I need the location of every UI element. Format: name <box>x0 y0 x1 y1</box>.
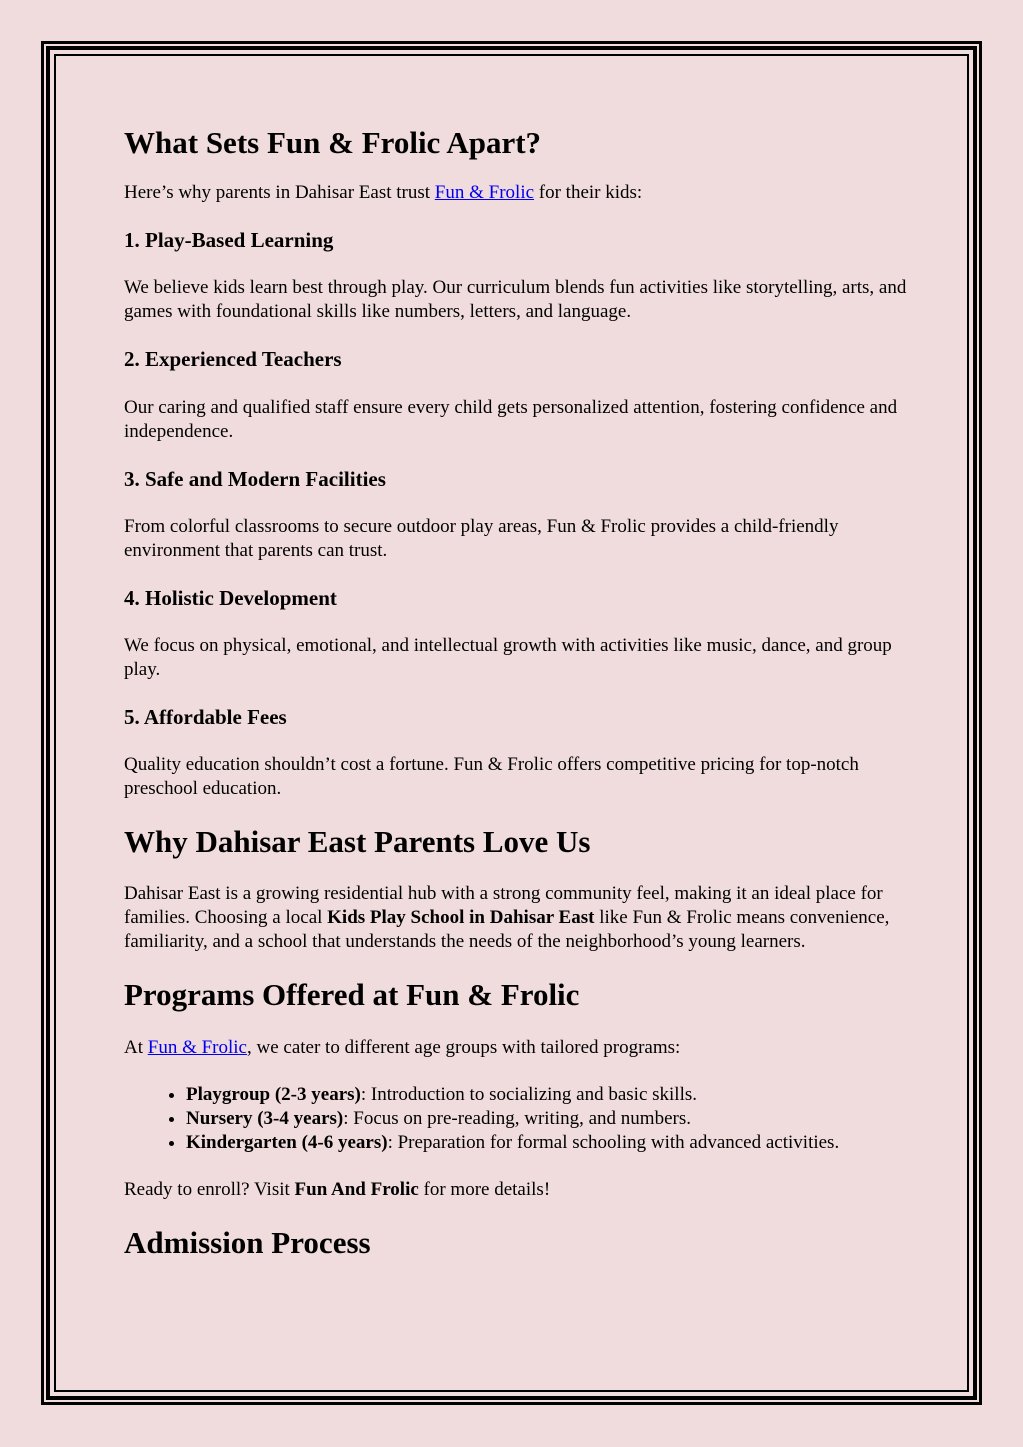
feature-body-play-based: We believe kids learn best through play. Our curriculum blends fun activities like storytelling, arts, and games with foundational skills like numbers, letters, and language. <box>124 277 907 323</box>
fun-frolic-link-programs[interactable]: Fun & Frolic <box>147 1036 247 1058</box>
feature-body-teachers: Our caring and qualified staff ensure every child gets personalized attention, fostering confidence and independence. <box>124 396 898 442</box>
enroll-paragraph <box>124 1178 914 1202</box>
heading-parents-love-us: Why Dahisar East Parents Love Us <box>124 824 591 860</box>
document-content <box>124 120 914 1261</box>
list-item <box>186 1107 914 1131</box>
enroll-text-bold: Fun And Frolic <box>294 1178 424 1200</box>
feature-title-teachers: 2. Experienced Teachers <box>124 347 342 372</box>
programs-list <box>124 1083 914 1155</box>
feature-body-holistic: We focus on physical, emotional, and intellectual growth with activities like music, dance, and group play. <box>124 634 892 680</box>
programs-intro-before: At <box>124 1036 148 1058</box>
feature-title-play-based: 1. Play-Based Learning <box>124 228 334 253</box>
program-desc: : Introduction to socializing and basic skills. <box>360 1083 697 1105</box>
love-text-bold: Kids Play School in Dahisar East <box>327 907 595 929</box>
parents-love-paragraph <box>124 882 914 954</box>
heading-programs-offered: Programs Offered at Fun & Frolic <box>124 977 580 1013</box>
feature-title-holistic: 4. Holistic Development <box>124 585 337 610</box>
feature-body-facilities: From colorful classrooms to secure outdoor play areas, Fun & Frolic provides a child-friendly environment that parents can trust. <box>124 515 839 561</box>
intro-text-before: Here’s why parents in Dahisar East trust <box>124 182 435 204</box>
list-item <box>186 1083 914 1107</box>
program-desc: : Preparation for formal schooling with advanced activities. <box>387 1131 840 1153</box>
enroll-text-after: for more details! <box>423 1178 551 1200</box>
heading-what-sets-apart: What Sets Fun & Frolic Apart? <box>124 125 542 160</box>
intro-paragraph <box>124 181 914 205</box>
intro-text-after: for their kids: <box>534 182 643 204</box>
program-name: Nursery (3-4 years) <box>186 1107 344 1129</box>
feature-title-fees: 5. Affordable Fees <box>124 704 287 729</box>
program-desc: : Focus on pre-reading, writing, and numbers. <box>343 1107 691 1129</box>
feature-body-fees: Quality education shouldn’t cost a fortune. Fun & Frolic offers competitive pricing for top-notch preschool education. <box>124 754 859 800</box>
program-name: Kindergarten (4-6 years) <box>186 1131 388 1153</box>
enroll-text-before: Ready to enroll? Visit <box>124 1178 295 1200</box>
program-name: Playgroup (2-3 years) <box>186 1083 361 1105</box>
programs-intro-after: , we cater to different age groups with tailored programs: <box>246 1036 681 1058</box>
list-item <box>186 1131 914 1155</box>
love-text-after: like Fun & Frolic means convenience, familiarity, and a school that understands the needs of the neighborhood’s young learners. <box>124 907 890 953</box>
programs-intro-paragraph <box>124 1036 914 1060</box>
feature-title-facilities: 3. Safe and Modern Facilities <box>124 466 386 491</box>
heading-admission-process: Admission Process <box>124 1224 371 1260</box>
love-text-before: Dahisar East is a growing residential hub with a strong community feel, making it an ideal place for families. Choosing a local <box>124 883 883 929</box>
fun-frolic-link[interactable]: Fun & Frolic <box>434 182 535 204</box>
